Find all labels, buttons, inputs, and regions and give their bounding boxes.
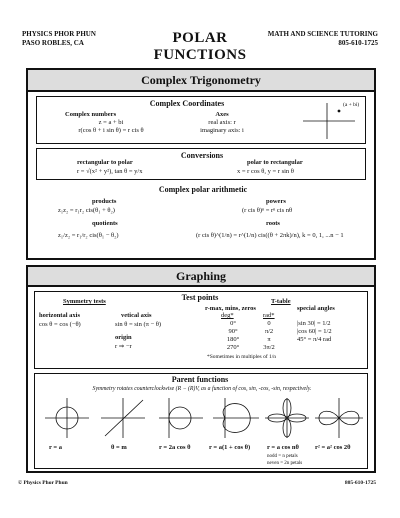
- graph-offset-circle: [159, 398, 203, 438]
- powers-heading: powers: [266, 198, 286, 205]
- t-table-subheading: r-max, mins, zeros: [205, 305, 256, 312]
- t-table-heading: T-table: [271, 298, 291, 305]
- coords-box: [36, 96, 366, 144]
- complex-trig-panel: [26, 68, 376, 260]
- graph-line-theta: [101, 398, 145, 438]
- row-rad: π: [267, 336, 271, 343]
- origin-heading: origin: [115, 334, 132, 341]
- roots-equation: (r cis θ)^(1/n) = r^(1/n) cis((θ + 2πk)/n), k = 0, 1, ...n − 1: [196, 232, 344, 239]
- tutoring-phone: 805-610-1725: [338, 39, 378, 47]
- col-rad-heading: rad*: [263, 312, 275, 319]
- horizontal-axis-eq: cos θ = cos (−θ): [39, 321, 81, 328]
- row-rad: π/2: [264, 328, 274, 335]
- func-label: r = a: [49, 444, 62, 451]
- parent-functions-box: [34, 373, 368, 469]
- petals-even: neven = 2n petals: [267, 461, 303, 466]
- axes-heading: Axes: [215, 111, 229, 118]
- graph-circle-a: [45, 398, 89, 438]
- row-special: 45° = π/4 rad: [297, 336, 332, 343]
- arith-title: Complex polar arithmetic: [158, 185, 248, 194]
- func-label: r = a(1 + cos θ): [209, 444, 251, 451]
- numbers-eq2: r(cos θ + i sin θ) = r cis θ: [78, 127, 144, 134]
- horizontal-axis-heading: horizontal axis: [39, 312, 80, 319]
- quotients-equation: z₁/z₂ = r₁/r₂ cis(θ₁ − θ₂): [58, 232, 119, 239]
- r2p-heading: rectangular to polar: [77, 159, 133, 166]
- conversions-title: Conversions: [180, 151, 224, 160]
- special-angles-heading: special angles: [297, 305, 335, 312]
- graph-lemniscate: [315, 398, 363, 438]
- products-heading: products: [92, 198, 117, 205]
- powers-equation: (r cis θ)ⁿ = rⁿ cis nθ: [242, 207, 293, 214]
- symmetry-heading: Symmetry tests: [63, 298, 106, 305]
- parent-functions-note: Symmetry rotates counterclockwise (R − (R)V, as a function of cos, sin, -cos, -sin, respectively.: [92, 386, 312, 392]
- numbers-eq1: z = a + bi: [98, 119, 124, 126]
- footer-copyright: © Physics Phor Phun: [18, 480, 68, 486]
- row-rad: 3π/2: [263, 344, 275, 351]
- row-special: |sin 30| = 1/2: [297, 320, 331, 327]
- parent-functions-title: Parent functions: [171, 375, 229, 384]
- roots-heading: roots: [266, 220, 280, 227]
- func-label: θ = m: [111, 444, 127, 451]
- quotients-heading: quotients: [92, 220, 118, 227]
- footer-phone: 805-610-1725: [344, 480, 376, 486]
- row-deg: 180°: [226, 336, 240, 343]
- row-deg: 90°: [228, 328, 238, 335]
- petals-odd: nodd = n petals: [267, 454, 298, 459]
- page-title-line2: FUNCTIONS: [153, 47, 247, 63]
- axes-real: real axis: r: [208, 119, 236, 126]
- row-deg: 0°: [230, 320, 236, 327]
- coords-title: Complex Coordinates: [149, 99, 225, 108]
- table-footnote: *Sometimes in multiples of 1/n: [207, 354, 277, 360]
- test-points-title: Test points: [181, 293, 219, 302]
- complex-trig-band: Complex Trigonometry: [28, 70, 374, 92]
- row-special: |cos 60| = 1/2: [297, 328, 332, 335]
- graph-cardioid: [213, 398, 259, 438]
- graphing-panel: [26, 265, 376, 473]
- vertical-axis-heading: vetical axis: [121, 312, 152, 319]
- func-label: r = 2a cos θ: [159, 444, 191, 451]
- tutoring-name: MATH AND SCIENCE TUTORING: [267, 30, 378, 38]
- graph-rose: [265, 398, 309, 438]
- page-title-line1: POLAR: [172, 30, 228, 46]
- row-deg: 270°: [226, 344, 240, 351]
- axes-imag: imaginary axis: i: [200, 127, 244, 134]
- origin-eq: r ⇒ −r: [115, 343, 132, 350]
- p2r-equation: x = r cos θ, y = r sin θ: [237, 168, 294, 175]
- func-label: r² = a² cos 2θ: [315, 444, 351, 451]
- vertical-axis-eq: sin θ = sin (π − θ): [115, 321, 162, 328]
- row-rad: 0: [267, 320, 271, 327]
- p2r-heading: polar to rectangular: [247, 159, 303, 166]
- col-deg-heading: deg*: [221, 312, 234, 319]
- parent-graphs: [39, 394, 365, 442]
- r2p-equation: r = √(x² + y²), tan θ = y/x: [77, 168, 143, 175]
- conversions-box: [36, 148, 366, 180]
- numbers-heading: Complex numbers: [65, 111, 117, 118]
- publisher-location: PASO ROBLES, CA: [22, 39, 84, 47]
- plot-point-label: (a + bi): [343, 102, 360, 108]
- func-label: r = a cos nθ: [267, 444, 299, 451]
- graphing-band: Graphing: [28, 267, 374, 287]
- test-points-box: [34, 291, 368, 369]
- products-equation: z₁z₂ = r₁r₂ cis(θ₁ + θ₂): [58, 207, 115, 214]
- publisher-name: PHYSICS PHOR PHUN: [22, 30, 96, 38]
